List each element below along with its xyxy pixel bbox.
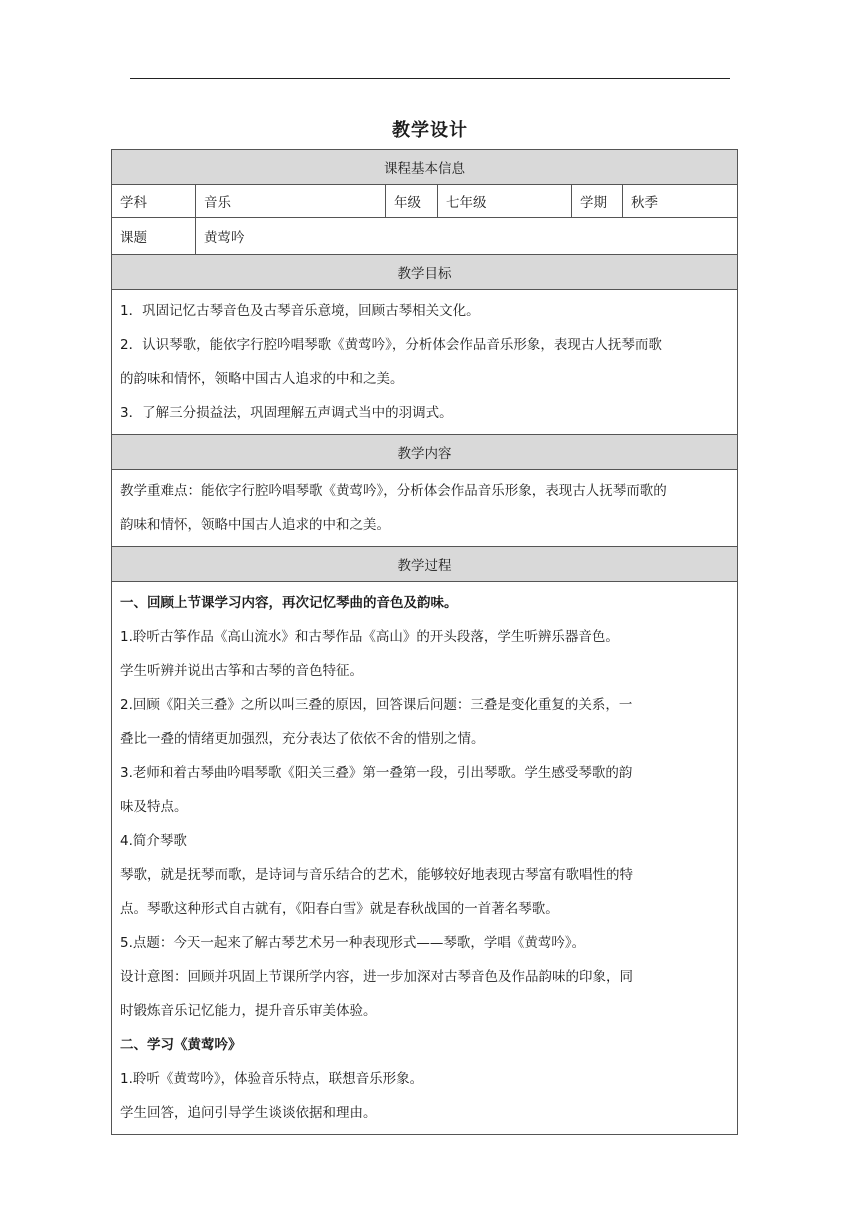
- process-line: 学生听辨并说出古筝和古琴的音色特征。: [120, 663, 363, 679]
- objectives-body: [112, 290, 738, 435]
- process-line: 3.老师和着古琴曲吟唱琴歌《阳关三叠》第一叠第一段，引出琴歌。学生感受琴歌的韵: [120, 765, 633, 781]
- content-line: 韵味和情怀，领略中国古人追求的中和之美。: [120, 517, 390, 533]
- grade-label: 年级: [386, 185, 438, 218]
- header-rule: [130, 78, 730, 79]
- subject-value: 音乐: [196, 185, 386, 218]
- process-line: 学生回答，追问引导学生谈谈依据和理由。: [120, 1105, 377, 1121]
- term-label: 学期: [572, 185, 623, 218]
- subject-label: 学科: [112, 185, 196, 218]
- process-line: 4.简介琴歌: [120, 833, 187, 849]
- topic-label: 课题: [112, 218, 196, 255]
- objectives-header: 教学目标: [112, 255, 738, 290]
- objective-line: 1．巩固记忆古琴音色及古琴音乐意境，回顾古琴相关文化。: [120, 303, 480, 319]
- objective-line: 2．认识琴歌，能依字行腔吟唱琴歌《黄莺吟》，分析体会作品音乐形象，表现古人抚琴而歌: [120, 337, 662, 353]
- process-header: 教学过程: [112, 547, 738, 582]
- topic-value: 黄莺吟: [196, 218, 738, 255]
- process-line: 设计意图：回顾并巩固上节课所学内容，进一步加深对古琴音色及作品韵味的印象，同: [120, 969, 633, 985]
- process-line: 1.聆听古筝作品《高山流水》和古琴作品《高山》的开头段落，学生听辨乐器音色。: [120, 629, 619, 645]
- process-line: 1.聆听《黄莺吟》，体验音乐特点，联想音乐形象。: [120, 1071, 424, 1087]
- lesson-plan-table: [111, 149, 738, 1135]
- process-line: 叠比一叠的情绪更加强烈，充分表达了依依不舍的惜别之情。: [120, 731, 485, 747]
- process-line: 琴歌，就是抚琴而歌，是诗词与音乐结合的艺术，能够较好地表现古琴富有歌唱性的特: [120, 867, 633, 883]
- content-header: 教学内容: [112, 435, 738, 470]
- process-line: 5.点题：今天一起来了解古琴艺术另一种表现形式——琴歌，学唱《黄莺吟》。: [120, 935, 586, 951]
- document-title: 教学设计: [392, 120, 468, 141]
- process-heading: 一、回顾上节课学习内容，再次记忆琴曲的音色及韵味。: [120, 595, 458, 611]
- objective-line: 3．了解三分损益法，巩固理解五声调式当中的羽调式。: [120, 405, 453, 421]
- grade-value: 七年级: [438, 185, 572, 218]
- process-line: 时锻炼音乐记忆能力，提升音乐审美体验。: [120, 1003, 377, 1019]
- process-heading: 二、学习《黄莺吟》: [120, 1037, 242, 1053]
- process-line: 点。琴歌这种形式自古就有，《阳春白雪》就是春秋战国的一首著名琴歌。: [120, 901, 559, 917]
- objective-line: 的韵味和情怀，领略中国古人追求的中和之美。: [120, 371, 404, 387]
- process-line: 2.回顾《阳关三叠》之所以叫三叠的原因，回答课后问题：三叠是变化重复的关系，一: [120, 697, 633, 713]
- process-body: [112, 582, 738, 1135]
- content-line: 教学重难点：能依字行腔吟唱琴歌《黄莺吟》，分析体会作品音乐形象，表现古人抚琴而歌的: [120, 483, 667, 499]
- content-body: [112, 470, 738, 547]
- basic-info-header: 课程基本信息: [112, 150, 738, 185]
- term-value: 秋季: [623, 185, 738, 218]
- process-line: 味及特点。: [120, 799, 188, 815]
